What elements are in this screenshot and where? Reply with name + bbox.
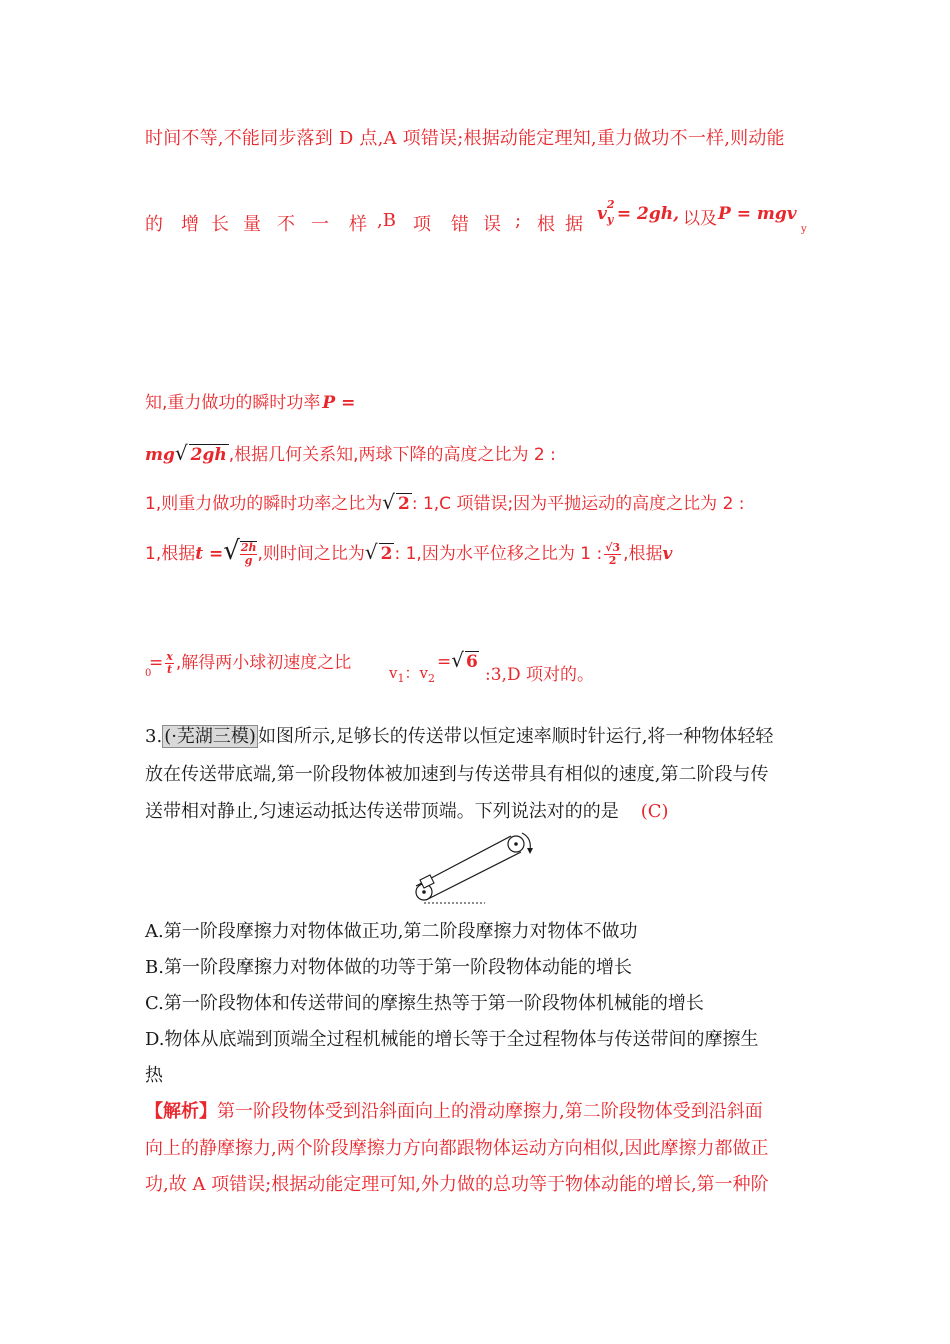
text-yiji: 以及 (683, 209, 717, 229)
spaced-char: 根 (537, 214, 555, 235)
text: ,根据几何关系知,两球下降的高度之比为 2 : (228, 445, 556, 465)
text: 知,重力做功的瞬时功率 (145, 393, 321, 413)
sqrt-sign: √ (174, 441, 188, 465)
spaced-char: 样 (349, 214, 367, 235)
question-line-1 (145, 722, 773, 748)
formula-t: t = (195, 544, 224, 564)
text: 1,根据 (145, 544, 196, 564)
formula-v0: = $\frac{x}{t}$ ,解得两小球初速度之比 (149, 649, 352, 676)
analysis-line-1 (145, 1097, 763, 1123)
spaced-char: 不 (277, 214, 295, 235)
option-d-cont: 热 (145, 1065, 163, 1086)
text: : 1,C 项错误;因为平抛运动的高度之比为 2 : (411, 494, 745, 514)
explanation-line-4 (145, 440, 556, 465)
text: : 1,因为水平位移之比为 1 : (394, 544, 603, 564)
spaced-char: 一 (311, 214, 329, 235)
option-a: A.第一阶段摩擦力对物体做正功,第二阶段摩擦力对物体不做功 (145, 921, 638, 942)
explanation-line-1: 时间不等,不能同步落到 D 点,A 项错误;根据动能定理知,重力做功不一样,则动能 (145, 128, 785, 149)
v1-v2: $v_1$：$v_2$ (389, 664, 435, 685)
explanation-line-6 (145, 536, 672, 567)
explanation-line-3 (145, 388, 355, 413)
sqrt-sign: √ (223, 536, 240, 566)
formula-vy-squared: v 2 y = 2gh, (597, 198, 680, 226)
spaced-char: ; (515, 210, 522, 231)
analysis-line-3: 功,故 A 项错误;根据动能定理可知,外力做的总功等于物体动能的增长,第一种阶 (145, 1174, 769, 1195)
spaced-char: 的 (145, 214, 163, 235)
sqrt-sign: √ (364, 540, 378, 564)
subscript-0: 0 (145, 668, 152, 679)
option-c: C.第一阶段物体和传送带间的摩擦生热等于第一阶段物体机械能的增长 (145, 993, 704, 1014)
text: ,则时间之比为 (257, 544, 365, 564)
conveyor-belt-figure (410, 828, 550, 910)
block-icon (420, 875, 434, 888)
option-d: D.物体从底端到顶端全过程机械能的增长等于全过程物体与传送带间的摩擦生 (145, 1029, 759, 1050)
explanation-line-5 (145, 489, 745, 514)
spaced-char: 项 (413, 214, 431, 235)
spaced-char: 错 (451, 214, 469, 235)
fraction-sqrt3-2: $\frac{√3}{2}$ (605, 540, 621, 567)
text: 1,则重力做功的瞬时功率之比为 (145, 494, 383, 514)
analysis-line-2: 向上的静摩擦力,两个阶段摩擦力方向都跟物体运动方向相似,因此摩擦力都做正 (145, 1138, 769, 1159)
spaced-char: 误 (483, 214, 501, 235)
question-text: 送带相对静止,匀速运动抵达传送带顶端。下列说法对的的是 (145, 801, 619, 822)
sqrt-content: 2 (397, 494, 410, 514)
question-text: 如图所示,足够长的传送带以恒定速率顺时针运行,将一种物体轻轻 (257, 726, 774, 747)
spaced-char: 增 (181, 214, 199, 235)
sqrt-content: 2 (380, 544, 393, 564)
analysis-label: 【解析】 (145, 1101, 217, 1122)
question-line-3 (145, 797, 669, 823)
question-number: 3. (145, 726, 163, 747)
formula: P = (322, 393, 356, 413)
source-tag: (·芜湖三模) (164, 726, 256, 747)
sqrt6: =√ 6 (437, 648, 478, 672)
text: ,根据 (623, 544, 663, 564)
analysis-text: 第一阶段物体受到沿斜面向上的滑动摩擦力,第二阶段物体受到沿斜面 (217, 1101, 763, 1122)
sqrt-sign: √ (382, 490, 395, 514)
formula-power: P = mgv (718, 204, 797, 224)
spaced-char: 长 (211, 214, 229, 235)
fraction-2h-g: $\frac{2h}{g}$ (240, 541, 257, 567)
spaced-char: 量 (243, 214, 261, 235)
formula-v: v (662, 544, 673, 564)
spaced-char: ,B (377, 210, 396, 231)
subscript-y: y (801, 224, 807, 235)
option-b: B.第一阶段摩擦力对物体做的功等于第一阶段物体动能的增长 (145, 957, 632, 978)
formula-mg: mg (145, 445, 175, 465)
text-end: :3,D 项对的。 (485, 665, 594, 685)
answer: (C) (640, 801, 669, 822)
question-line-2: 放在传送带底端,第一阶段物体被加速到与传送带具有相似的速度,第二阶段与传 (145, 764, 769, 785)
sqrt-content: 2gh (190, 445, 227, 465)
spaced-char: 据 (565, 214, 583, 235)
